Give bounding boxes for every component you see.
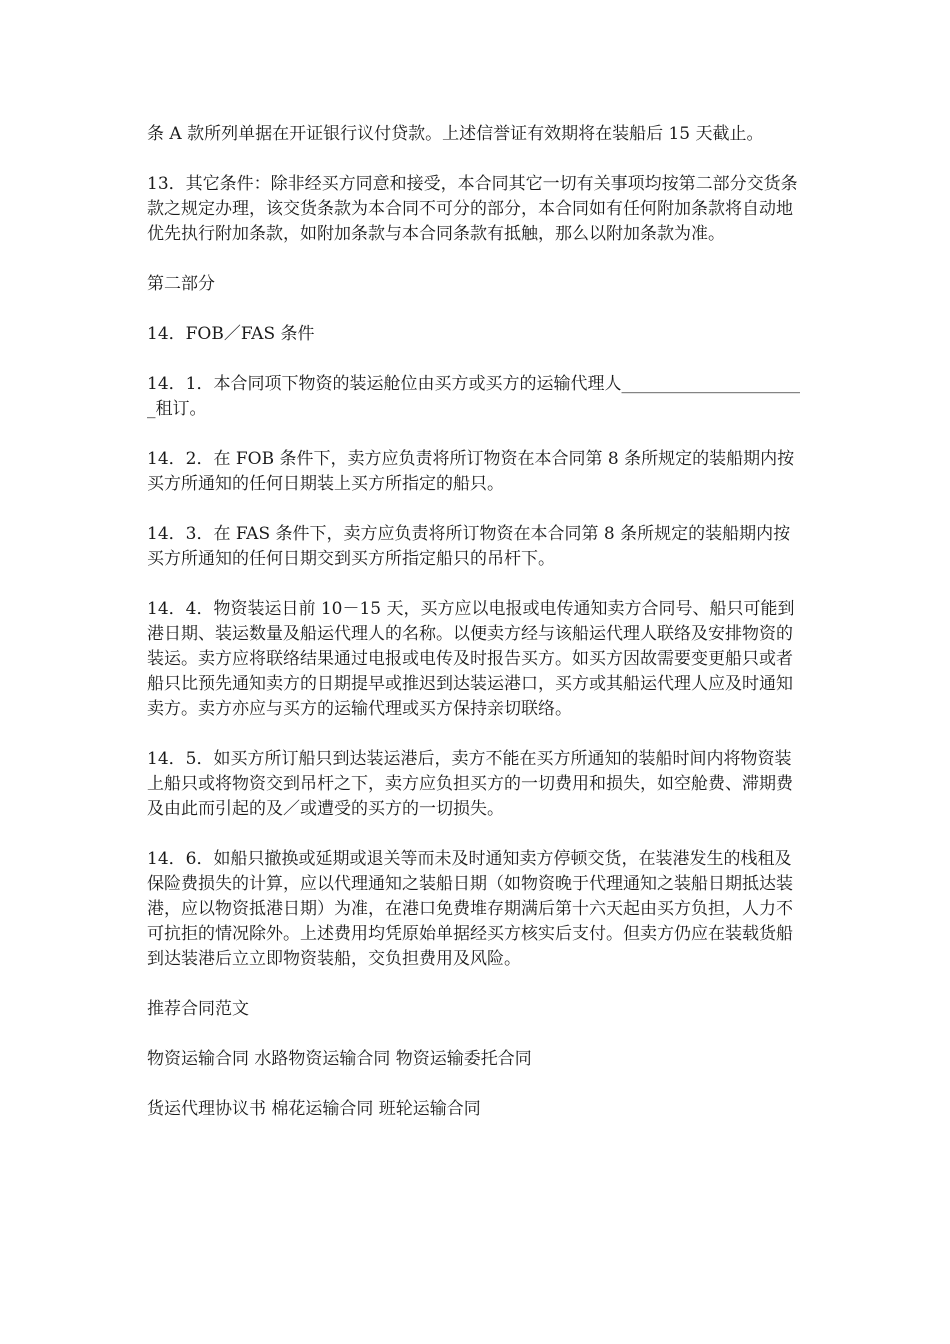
paragraph-clause-12-end: 条 A 款所列单据在开证银行议付贷款。上述信誉证有效期将在装船后 15 天截止。 (147, 124, 764, 144)
paragraph-clause-14-3: 14．3．在 FAS 条件下，卖方应负责将所订物资在本合同第 8 条所规定的装船期内按买方所通知的任何日期交到买方所指定船只的吊杆下。 (147, 524, 791, 569)
document-body (147, 122, 807, 1122)
paragraph-clause-14-2: 14．2．在 FOB 条件下，卖方应负责将所订物资在本合同第 8 条所规定的装船期内按买方所通知的任何日期装上买方所指定的船只。 (147, 449, 795, 494)
paragraph-clause-13: 13．其它条件：除非经买方同意和接受，本合同其它一切有关事项均按第二部分交货条款之规定办理，该交货条款为本合同不可分的部分，本合同如有任何附加条款将自动地优先执行附加条款，如附加条款与本合同条款有抵触，那么以附加条款为准。 (147, 174, 798, 244)
related-links-row-2[interactable]: 货运代理协议书 棉花运输合同 班轮运输合同 (147, 1099, 481, 1119)
section-heading-part-two: 第二部分 (147, 274, 215, 294)
paragraph-clause-14-4: 14．4．物资装运日前 10－15 天，买方应以电报或电传通知卖方合同号、船只可能到港日期、装运数量及船运代理人的名称。以便卖方经与该船运代理人联络及安排物资的装运。卖方应将联络结果通过电报或电传及时报告买方。如买方因故需要变更船只或者船只比预先通知卖方的日期提早或推迟到达装运港口，买方或其船运代理人应及时通知卖方。卖方亦应与买方的运输代理或买方保持亲切联络。 (147, 599, 795, 719)
paragraph-clause-14-5: 14．5．如买方所订船只到达装运港后，卖方不能在买方所通知的装船时间内将物资装上船只或将物资交到吊杆之下，卖方应负担买方的一切费用和损失，如空舱费、滞期费及由此而引起的及／或遭受的买方的一切损失。 (147, 749, 793, 819)
paragraph-clause-14-1: 14．1．本合同项下物资的装运舱位由买方或买方的运输代理人______________________租订。 (147, 374, 800, 419)
related-links-row-1[interactable]: 物资运输合同 水路物资运输合同 物资运输委托合同 (147, 1049, 532, 1069)
clause-heading-14: 14．FOB／FAS 条件 (147, 324, 315, 344)
paragraph-clause-14-6: 14．6．如船只撤换或延期或退关等而未及时通知卖方停顿交货，在装港发生的栈租及保险费损失的计算，应以代理通知之装船日期（如物资晚于代理通知之装船日期抵达装港，应以物资抵港日期）为准，在港口免费堆存期满后第十六天起由买方负担，人力不可抗拒的情况除外。上述费用均凭原始单据经买方核实后支付。但卖方仍应在装载货船到达装港后立立即物资装船，交负担费用及风险。 (147, 849, 793, 969)
recommended-templates-heading: 推荐合同范文 (147, 999, 249, 1019)
